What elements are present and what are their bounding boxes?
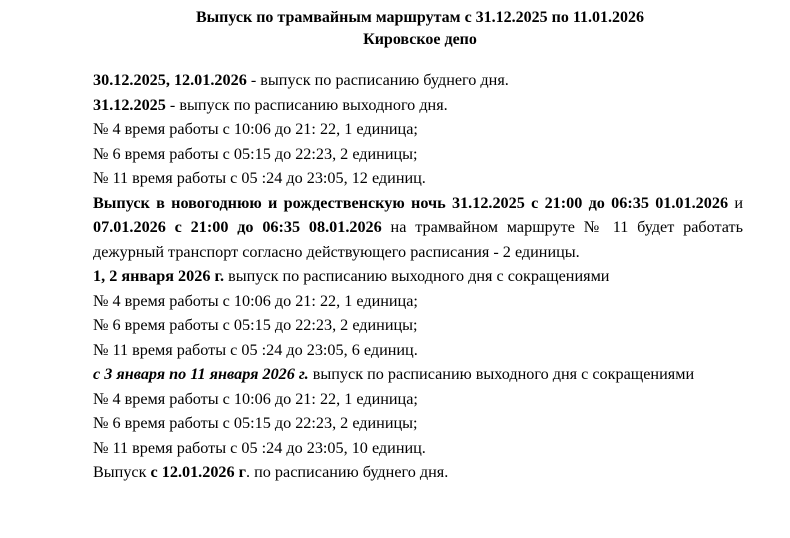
night-service-paragraph [93,191,743,265]
text: - выпуск по расписанию выходного дня. [165,95,448,114]
dec31-schedule [93,93,743,118]
route-line: № 11 время работы с 05 :24 до 23:05, 10 единиц. [93,438,426,457]
route-line: № 6 время работы с 05:15 до 22:23, 2 единицы; [93,144,418,163]
depot-name: Кировское депо [363,31,477,48]
route-line: № 4 время работы с 10:06 до 21: 22, 1 единица; [93,291,418,310]
route-line: № 11 время работы с 05 :24 до 23:05, 6 единиц. [93,340,418,359]
text: и [728,193,743,212]
dates: с 3 января по 11 января 2026 г. [93,365,309,383]
document-header [0,7,790,51]
text: . по расписанию буднего дня. [246,463,449,481]
route-line: № 6 время работы с 05:15 до 22:23, 2 единицы; [93,414,418,432]
document-title: Выпуск по трамвайным маршрутам с 31.12.2025 по 11.01.2026 [195,9,645,26]
route-line: № 11 время работы с 05 :24 до 23:05, 12 единиц. [93,169,426,187]
text: выпуск по расписанию выходного дня с сокращениями [224,267,610,285]
document-body [93,68,743,485]
route-line: № 4 время работы с 10:06 до 21: 22, 1 единица; [93,120,418,138]
bold-text: Выпуск в новогоднюю и рождественскую ночь 31.12.2025 с 21:00 до 06:35 01.01.2026 [93,193,729,212]
jan1-2-schedule [93,264,743,289]
text: - выпуск по расписанию буднего дня. [246,71,509,89]
weekday-resume-note [93,460,743,485]
weekday-schedule-dates [93,68,743,93]
text: на трамвайном маршруте № 11 будет работать дежурный транспорт согласно действующего расписания - 2 единицы. [93,218,744,261]
dates: 1, 2 января 2026 г. [93,267,225,285]
text: выпуск по расписанию выходного дня с сокращениями [308,365,695,383]
text: Выпуск [93,463,151,481]
date: 31.12.2025 [93,95,166,114]
bold-text: 07.01.2026 с 21:00 до 06:35 08.01.2026 [93,218,382,236]
dates: 30.12.2025, 12.01.2026 [93,71,247,89]
route-line: № 6 время работы с 05:15 до 22:23, 2 единицы; [93,316,418,334]
jan3-11-schedule [93,362,743,387]
route-line: № 4 время работы с 10:06 до 21: 22, 1 единица; [93,389,418,408]
date: с 12.01.2026 г [150,463,247,481]
